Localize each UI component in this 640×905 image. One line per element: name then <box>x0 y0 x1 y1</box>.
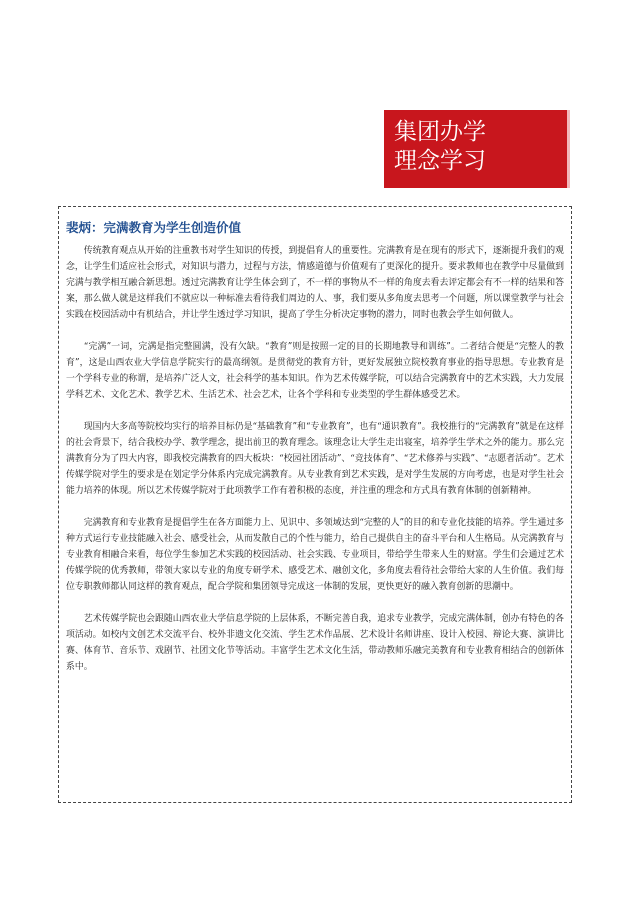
section-title-line-2: 理念学习 <box>394 148 486 174</box>
article-paragraph-2: “完满”一词，完满是指完整圆满，没有欠缺。“教育”则是按照一定的目的长期地教导和训练”。二者结合便是“完整人的教育”，这是山西农业大学信息学院实行的最高纲领。是贯彻党的教育方针，更好发展独立院校教育事业的指导思想。专业教育是一个学科专业的称谓，是培养广泛人文，社会科学的基本知识。作为艺术传媒学院，可以结合完满教育中的艺术实践，大力发展学科艺术、文化艺术、教学艺术、生活艺术、社会艺术，让各个学科和专业类型的学生群体感受艺术。 <box>66 342 564 400</box>
section-title-box <box>384 110 570 188</box>
article-paragraph-5: 艺术传媒学院也会跟随山西农业大学信息学院的上层体系，不断完善自我，追求专业教学，完成完满体制，创办有特色的各项活动。如校内文创艺术交流平台、校外非遗文化交流、学生艺术作品展、艺术设计名师讲座、设计入校园、辩论大赛、演讲比赛、体育节、音乐节、戏剧节、社团文化节等活动。丰富学生艺术文化生活，带动教师乐融完美教育和专业教育相结合的创新体系中。 <box>66 614 564 672</box>
section-title-line-1: 集团办学 <box>394 119 486 145</box>
article-paragraph-4: 完满教育和专业教育是提倡学生在各方面能力上、见识中、多领域达到“完整的人”的目的和专业化技能的培养。学生通过多种方式运行专业技能融入社会、感受社会，从而发散自己的个性与能力，给自己提供自主的奋斗平台和人生格局。从完满教育与专业教育相融合来看，每位学生参加艺术实践的校园活动、社会实践、专业项目，带给学生带来人生的财富。学生们会通过艺术传媒学院的优秀教师，带领大家以专业的角度专研学术、感受艺术、融创文化，多角度去看待社会带给大家的人生价值。我们每位专职教师都认同这样的教育观点，配合学院和集团领导完成这一体制的发展，更快更好的融入教育创新的思潮中。 <box>66 518 564 592</box>
article-heading: 裴炳：完满教育为学生创造价值 <box>66 220 242 235</box>
article-paragraph-3: 现国内大多高等院校均实行的培养目标仍是“基础教育”和“专业教育”，也有“通识教育”。我校推行的“完满教育”就是在这样的社会背景下，结合我校办学、教学理念，提出前卫的教育理念。该理念让大学生走出寝室，培养学生学术之外的能力。那么完满教育分为了四大内容，即我校完满教育的四大板块：“校园社团活动”、“竞技体育”、“艺术修养与实践”、“志愿者活动”。艺术传媒学院对学生的要求是在划定学分体系内完成完满教育。从专业教育到艺术实践，是对学生发展的方向考虑，也是对学生社会能力培养的体现。所以艺术传媒学院对于此项教学工作有着积极的态度，并注重的理念和方式具有教育体制的创新精神。 <box>66 422 564 496</box>
article-paragraph-1: 传统教育观点从开始的注重教书对学生知识的传授，到提倡育人的重要性。完满教育是在现有的形式下，逐渐提升我们的观念，让学生们适应社会形式，对知识与潜力，过程与方法，情感道德与价值观有了更深化的提升。要求教师也在教学中尽量做到完满与教学相互融合新思想。透过完满教育让学生体会到了，不一样的事物从不一样的角度去看去评定都会有不一样的结果和答案，那么做人就是这样我们不就应以一种标准去看待我们周边的人、事，我们要从多角度去思考一个问题，所以课堂教学与社会实践在校园活动中有机结合，并让学生透过学习知识，提高了学生分析决定事物的潜力，同时也教会学生如何做人。 <box>66 246 564 320</box>
article-body <box>66 243 564 691</box>
